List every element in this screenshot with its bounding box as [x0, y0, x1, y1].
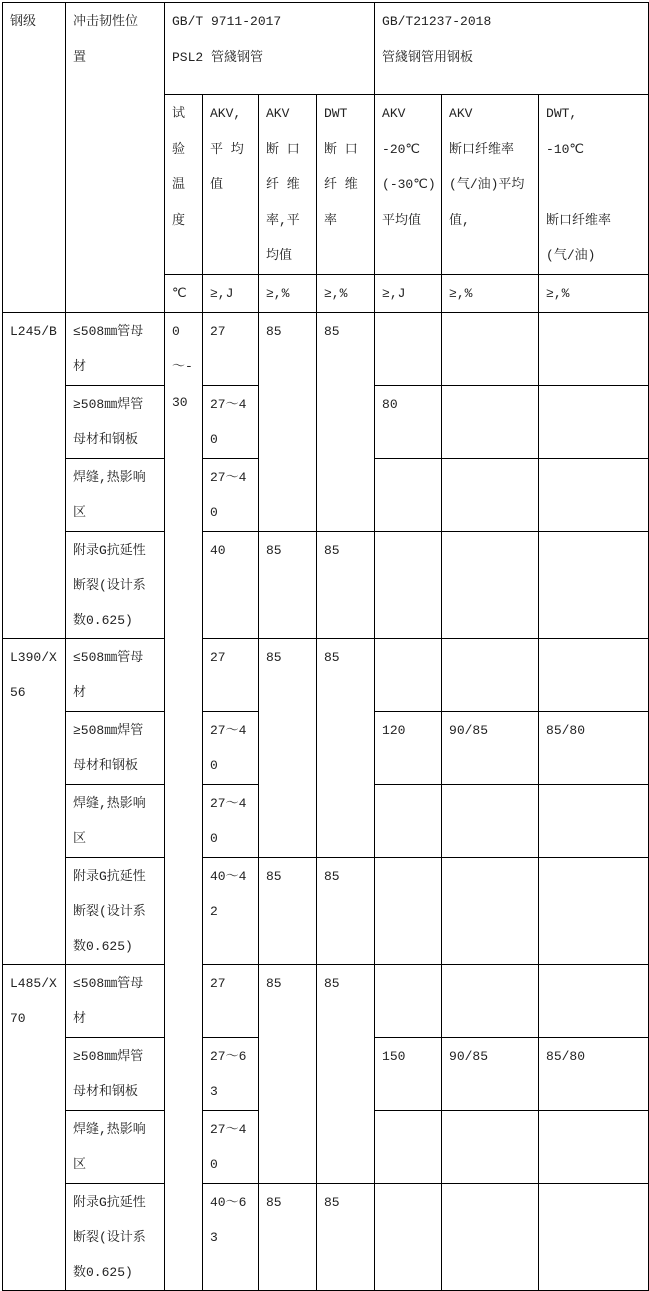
akv-fracture-gas-oil: 90/85 — [442, 711, 539, 784]
steel-grade: L245/B — [3, 312, 66, 638]
unit-cell: ≥,% — [259, 274, 317, 312]
impact-position: ≥508㎜焊管 母材和钢板 — [66, 711, 165, 784]
akv-average: 27～4 0 — [203, 711, 259, 784]
impact-position: ≤508㎜管母 材 — [66, 964, 165, 1037]
header-akv-fracture-gas-oil: AKV 断口纤维率 (气/油)平均 值, — [442, 95, 539, 275]
header-dwt-fracture: DWT 断 口 纤 维 率 — [317, 95, 375, 275]
dwt-fracture-ratio: 85 — [317, 531, 375, 638]
impact-position: 附录G抗延性 断裂(设计系 数0.625) — [66, 531, 165, 638]
akv-fracture-gas-oil — [442, 964, 539, 1037]
akv-average: 27～4 0 — [203, 784, 259, 857]
steel-grade: L390/X 56 — [3, 638, 66, 964]
impact-position: ≥508㎜焊管 母材和钢板 — [66, 385, 165, 458]
table-row — [3, 964, 649, 1037]
unit-cell: ≥,% — [539, 274, 649, 312]
akv-fracture-ratio: 85 — [259, 1183, 317, 1290]
akv-minus20-average — [375, 638, 442, 711]
akv-fracture-gas-oil — [442, 784, 539, 857]
akv-fracture-gas-oil — [442, 458, 539, 531]
test-temperature: 0 ～- 30 — [165, 312, 203, 1290]
dwt-minus10-fracture — [539, 784, 649, 857]
header-standard-gbt9711: GB/T 9711-2017 PSL2 管綫钢管 — [165, 3, 375, 95]
impact-position: 附录G抗延性 断裂(设计系 数0.625) — [66, 1183, 165, 1290]
akv-minus20-average — [375, 964, 442, 1037]
header-standard-gbt21237: GB/T21237-2018 管綫钢管用钢板 — [375, 3, 649, 95]
akv-fracture-gas-oil — [442, 312, 539, 385]
impact-position: ≤508㎜管母 材 — [66, 312, 165, 385]
dwt-minus10-fracture: 85/80 — [539, 711, 649, 784]
table-row — [3, 312, 649, 385]
header-dwt-10: DWT, -10℃ 断口纤维率 (气/油) — [539, 95, 649, 275]
dwt-minus10-fracture — [539, 312, 649, 385]
akv-average: 27 — [203, 312, 259, 385]
akv-minus20-average — [375, 857, 442, 964]
dwt-minus10-fracture — [539, 385, 649, 458]
akv-average: 27～4 0 — [203, 1110, 259, 1183]
dwt-minus10-fracture — [539, 964, 649, 1037]
table-row — [3, 1183, 649, 1290]
akv-fracture-ratio: 85 — [259, 312, 317, 531]
dwt-minus10-fracture — [539, 458, 649, 531]
unit-cell: ≥,J — [375, 274, 442, 312]
impact-position: 焊缝,热影响 区 — [66, 1110, 165, 1183]
impact-position: 附录G抗延性 断裂(设计系 数0.625) — [66, 857, 165, 964]
header-position: 冲击韧性位 置 — [66, 3, 165, 313]
impact-position: 焊缝,热影响 区 — [66, 458, 165, 531]
steel-grade: L485/X 70 — [3, 964, 66, 1290]
dwt-minus10-fracture — [539, 1183, 649, 1290]
impact-toughness-table — [2, 2, 649, 1291]
impact-position: 焊缝,热影响 区 — [66, 784, 165, 857]
akv-fracture-ratio: 85 — [259, 857, 317, 964]
table-row — [3, 638, 649, 711]
table-row — [3, 857, 649, 964]
akv-fracture-gas-oil — [442, 857, 539, 964]
akv-average: 40～4 2 — [203, 857, 259, 964]
akv-fracture-ratio: 85 — [259, 964, 317, 1183]
akv-fracture-gas-oil — [442, 638, 539, 711]
akv-minus20-average — [375, 531, 442, 638]
header-akv-20: AKV -20℃ (-30℃) 平均值 — [375, 95, 442, 275]
akv-fracture-ratio: 85 — [259, 638, 317, 857]
akv-average: 40 — [203, 531, 259, 638]
akv-minus20-average — [375, 458, 442, 531]
akv-minus20-average — [375, 1183, 442, 1290]
dwt-minus10-fracture — [539, 1110, 649, 1183]
akv-average: 27～4 0 — [203, 385, 259, 458]
table-row — [3, 531, 649, 638]
unit-cell: ≥,J — [203, 274, 259, 312]
header-row-standards — [3, 3, 649, 95]
dwt-fracture-ratio: 85 — [317, 638, 375, 857]
akv-minus20-average: 120 — [375, 711, 442, 784]
dwt-minus10-fracture: 85/80 — [539, 1037, 649, 1110]
dwt-fracture-ratio: 85 — [317, 1183, 375, 1290]
akv-minus20-average: 150 — [375, 1037, 442, 1110]
unit-cell: ℃ — [165, 274, 203, 312]
dwt-minus10-fracture — [539, 531, 649, 638]
akv-fracture-gas-oil — [442, 1183, 539, 1290]
dwt-minus10-fracture — [539, 638, 649, 711]
akv-fracture-gas-oil — [442, 531, 539, 638]
header-grade: 钢级 — [3, 3, 66, 313]
akv-fracture-gas-oil — [442, 1110, 539, 1183]
akv-average: 27～6 3 — [203, 1037, 259, 1110]
akv-fracture-gas-oil: 90/85 — [442, 1037, 539, 1110]
akv-average: 40～6 3 — [203, 1183, 259, 1290]
header-akv-fracture: AKV 断 口 纤 维 率,平 均值 — [259, 95, 317, 275]
dwt-fracture-ratio: 85 — [317, 312, 375, 531]
akv-average: 27 — [203, 964, 259, 1037]
dwt-minus10-fracture — [539, 857, 649, 964]
akv-minus20-average: 80 — [375, 385, 442, 458]
akv-fracture-gas-oil — [442, 385, 539, 458]
akv-average: 27～4 0 — [203, 458, 259, 531]
unit-cell: ≥,% — [442, 274, 539, 312]
impact-position: ≤508㎜管母 材 — [66, 638, 165, 711]
akv-minus20-average — [375, 784, 442, 857]
dwt-fracture-ratio: 85 — [317, 964, 375, 1183]
header-akv-avg: AKV, 平 均 值 — [203, 95, 259, 275]
akv-average: 27 — [203, 638, 259, 711]
impact-position: ≥508㎜焊管 母材和钢板 — [66, 1037, 165, 1110]
akv-minus20-average — [375, 1110, 442, 1183]
akv-minus20-average — [375, 312, 442, 385]
header-test-temp: 试 验 温 度 — [165, 95, 203, 275]
unit-cell: ≥,% — [317, 274, 375, 312]
akv-fracture-ratio: 85 — [259, 531, 317, 638]
dwt-fracture-ratio: 85 — [317, 857, 375, 964]
